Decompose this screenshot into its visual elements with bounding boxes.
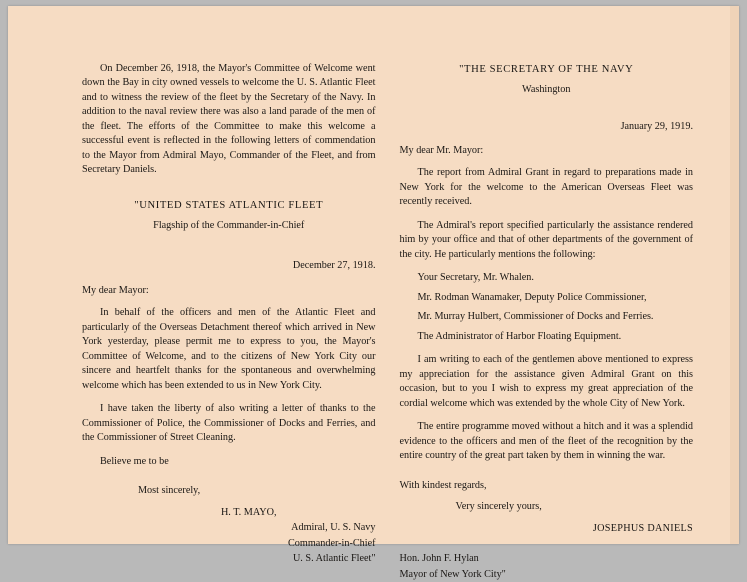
signature-title-2: Commander-in-Chief [288,537,376,549]
list-item: Mr. Murray Hulbert, Commissioner of Docks and Ferries. [417,311,654,323]
mayo-signature-block [82,506,376,567]
document-content [8,6,739,580]
list-item: Your Secretary, Mr. Whalen. [417,272,534,284]
letterhead-subtitle: Washington [522,84,571,96]
right-column [399,62,694,580]
letter-closing-regards: With kindest regards, [399,479,487,491]
letter-paragraph-2: I have taken the liberty of also writing a letter of thanks to the Commissioner of Police, the Commissioner of Docks and Ferries, and the Commissioner of Street Cleaning. [82,403,376,444]
letterhead-title: "THE SECRETARY OF THE NAVY [459,64,634,75]
spacer [400,98,694,120]
letter-paragraph-2: The Admiral's report specified particularly the assistance rendered him by your office and that of other departments of the government of the city. He particularly mentions the following: [399,219,693,260]
addressee-line-2: Mayor of New York City" [399,568,506,580]
intro-paragraph: On December 26, 1918, the Mayor's Committee of Welcome went down the Bay in city owned vessels to welcome the U. S. Atlantic Fleet and to witness the review of the fleet by the Secretary of the Navy. In addition to the naval review there was also a land parade of the men of the fleet. The efforts of the Committee to make this welcome a successful event is reflected in the following letters of commendation to the Mayor from Admiral Mayo, Commander of the Fleet, and from Secretary Daniels. [82,63,376,176]
letter-paragraph-1: The report from Admiral Grant in regard to preparations made in New York for the welcome to the American Overseas Fleet was recently received. [399,167,693,208]
document-page [8,6,739,580]
letter-paragraph-3: I am writing to each of the gentlemen above mentioned to express my appreciation for the assistance given Admiral Grant on this occasion, but to you I wish to express my great appreciation of the cordial welcome which was extended by the whole City of New York. [399,354,693,409]
list-item: Mr. Rodman Wanamaker, Deputy Police Commissioner, [417,291,647,303]
left-column [82,62,376,565]
letter-date: January 29, 1919. [620,120,693,132]
signature-title-3: U. S. Atlantic Fleet" [292,553,376,565]
spacer [82,247,376,259]
letterhead-title: "UNITED STATES ATLANTIC FLEET [134,199,324,211]
letter-closing-valediction: Very sincerely yours, [455,501,542,513]
letter-paragraph-4: The entire programme moved without a hitch and it was a splendid evidence to the officers and men of the fleet of the recognition by the entire country of the great part taken by them in winning the war. [399,421,693,462]
letter-salutation: My dear Mr. Mayor: [399,145,484,156]
signature-title-1: Admiral, U. S. Navy [291,522,376,534]
signature-name: JOSEPHUS DANIELS [592,522,693,534]
addressee-block [400,552,694,582]
letter-paragraph-1: In behalf of the officers and men of the Atlantic Fleet and particularly of the Overseas Detachment thereof which arrived in New York yesterday, please permit me to express to you, the Mayor's Committee of Welcome, and to the citizens of New York City our sincere and heartfelt thanks for the spontaneous and overwhelming welcome which has been extended to us in New York City. [82,307,376,391]
addressee-line-1: Hon. John F. Hylan [399,553,479,565]
mentioned-persons-list [400,271,694,344]
letter-closing: Most sincerely, [138,485,201,497]
signature-name: H. T. MAYO, [220,506,277,518]
letter-paragraph-3: Believe me to be [100,455,169,467]
atlantic-fleet-letterhead [82,198,376,234]
letter-salutation: My dear Mayor: [82,284,149,296]
list-item: The Administrator of Harbor Floating Equipment. [417,330,622,342]
letterhead-subtitle: Flagship of the Commander-in-Chief [153,219,305,231]
letter-date: December 27, 1918. [292,260,376,272]
navy-secretary-letterhead [400,62,694,98]
